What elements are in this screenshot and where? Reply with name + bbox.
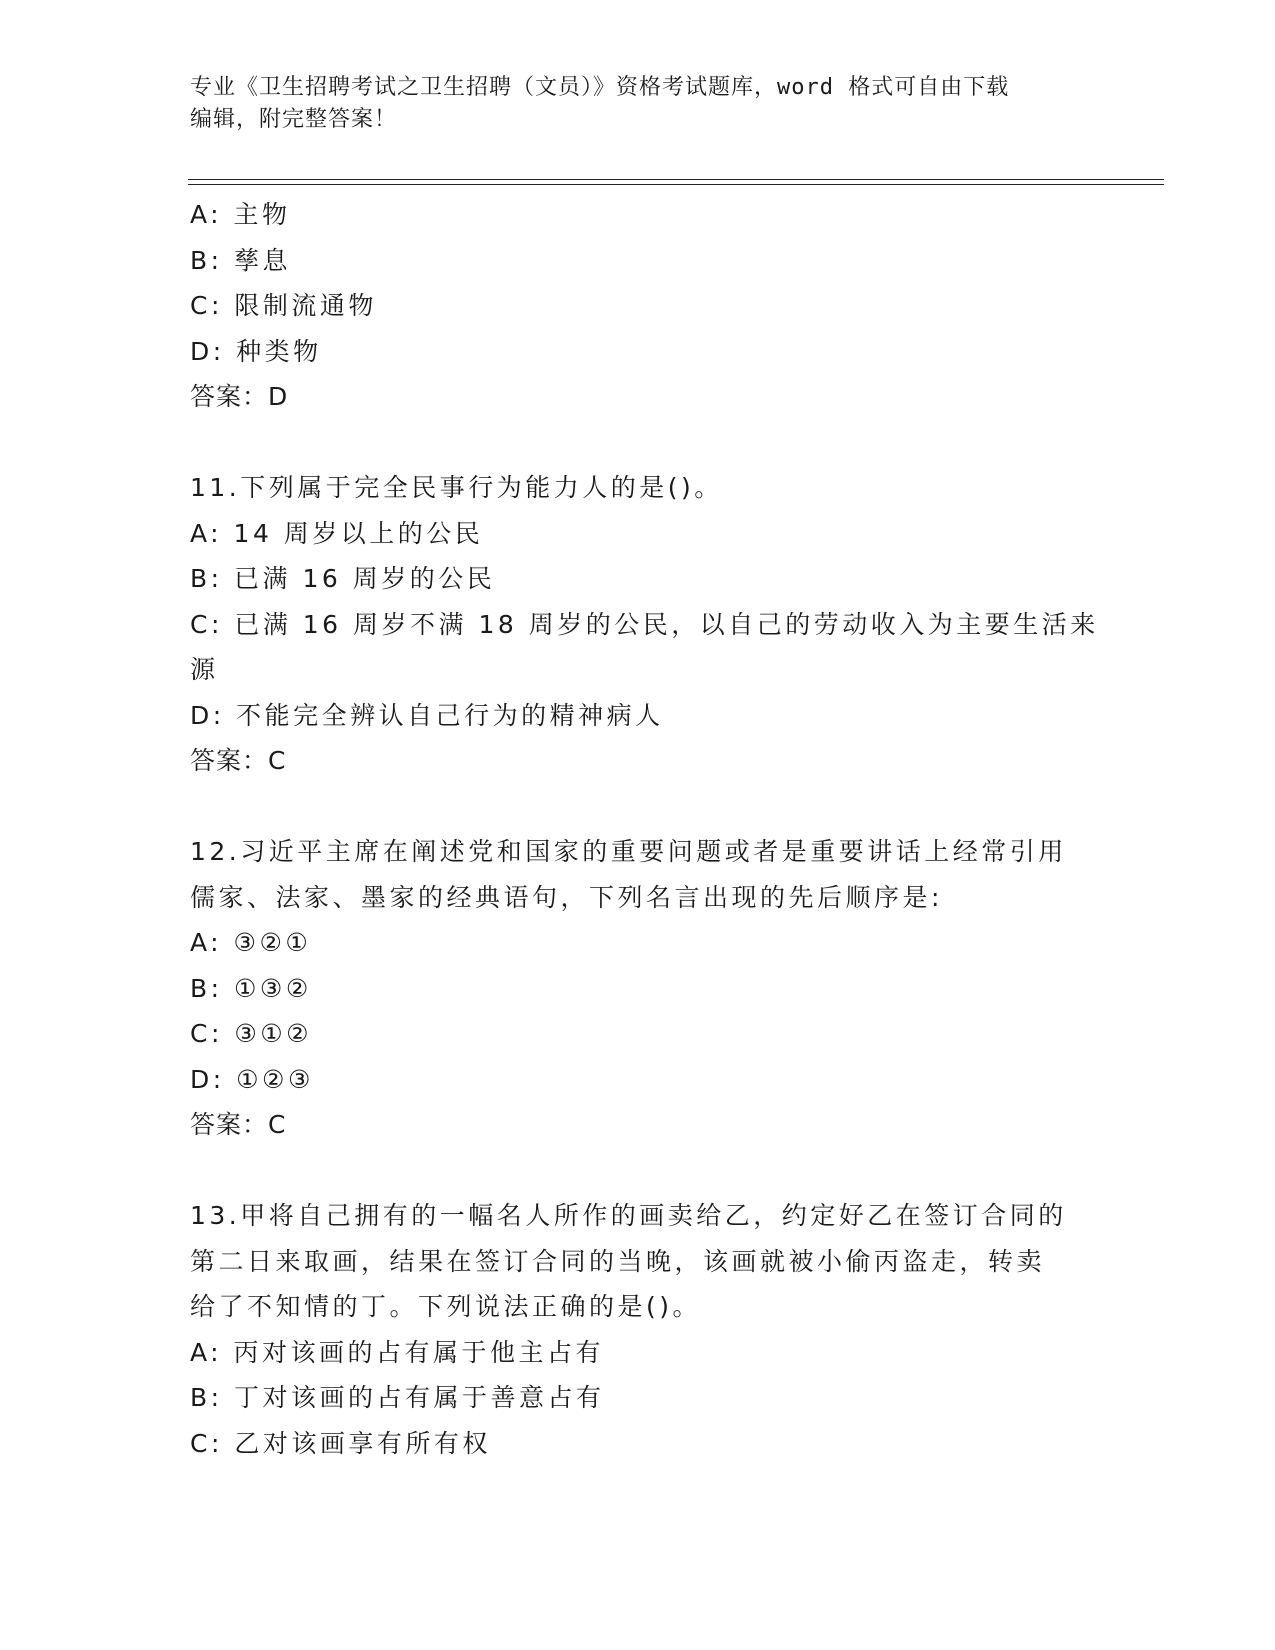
question-content — [190, 192, 1099, 1466]
answer: 答案：C — [190, 1110, 287, 1139]
question-stem-line-2: 儒家、法家、墨家的经典语句，下列名言出现的先后顺序是: — [190, 882, 943, 912]
question-12-block — [190, 829, 1090, 1148]
option-a: A: ③②① — [190, 928, 312, 957]
question-stem-line-2: 第二日来取画，结果在签订合同的当晚，该画就被小偷丙盗走，转卖 — [190, 1246, 1046, 1276]
header-rule-bottom — [188, 184, 1164, 185]
document-header — [190, 72, 1090, 136]
spacer — [190, 784, 1090, 830]
question-stem-line-3: 给了不知情的丁。下列说法正确的是()。 — [190, 1292, 702, 1321]
option-c: C: 乙对该画享有所有权 — [190, 1428, 491, 1458]
option-c: C: 限制流通物 — [190, 291, 377, 320]
question-10-block — [190, 192, 1090, 420]
answer: 答案：D — [190, 382, 289, 411]
option-a: A: 主物 — [190, 200, 291, 229]
option-d: D: ①②③ — [190, 1064, 314, 1094]
spacer — [190, 1148, 1090, 1194]
option-b: B: 丁对该画的占有属于善意占有 — [190, 1383, 605, 1412]
option-c: C: ③①② — [190, 1019, 313, 1048]
option-c-line-1: C: 已满 16 周岁不满 18 周岁的公民，以自己的劳动收入为主要生活来 — [190, 609, 1099, 639]
option-b: B: 孳息 — [190, 245, 292, 275]
header-line-1: 专业《卫生招聘考试之卫生招聘（文员）》资格考试题库，word 格式可自由下载 — [190, 75, 1010, 100]
option-a: A: 丙对该画的占有属于他主占有 — [190, 1337, 605, 1367]
header-rule-top — [188, 179, 1164, 180]
spacer — [190, 420, 1090, 466]
question-11-block — [190, 465, 1099, 784]
option-d: D: 种类物 — [190, 336, 322, 366]
answer: 答案：C — [190, 746, 287, 775]
option-a: A: 14 周岁以上的公民 — [190, 518, 484, 548]
option-c-line-2: 源 — [190, 655, 219, 684]
question-stem: 11.下列属于完全民事行为能力人的是()。 — [190, 473, 723, 502]
header-line-2: 编辑，附完整答案！ — [190, 107, 398, 132]
option-b: B: 已满 16 周岁的公民 — [190, 564, 496, 593]
question-13-block — [190, 1193, 1090, 1466]
option-b: B: ①③② — [190, 973, 312, 1003]
question-stem-line-1: 12.习近平主席在阐述党和国家的重要问题或者是重要讲话上经常引用 — [190, 837, 1067, 866]
option-d: D: 不能完全辨认自己行为的精神病人 — [190, 700, 664, 730]
question-stem-line-1: 13.甲将自己拥有的一幅名人所作的画卖给乙，约定好乙在签订合同的 — [190, 1201, 1067, 1230]
